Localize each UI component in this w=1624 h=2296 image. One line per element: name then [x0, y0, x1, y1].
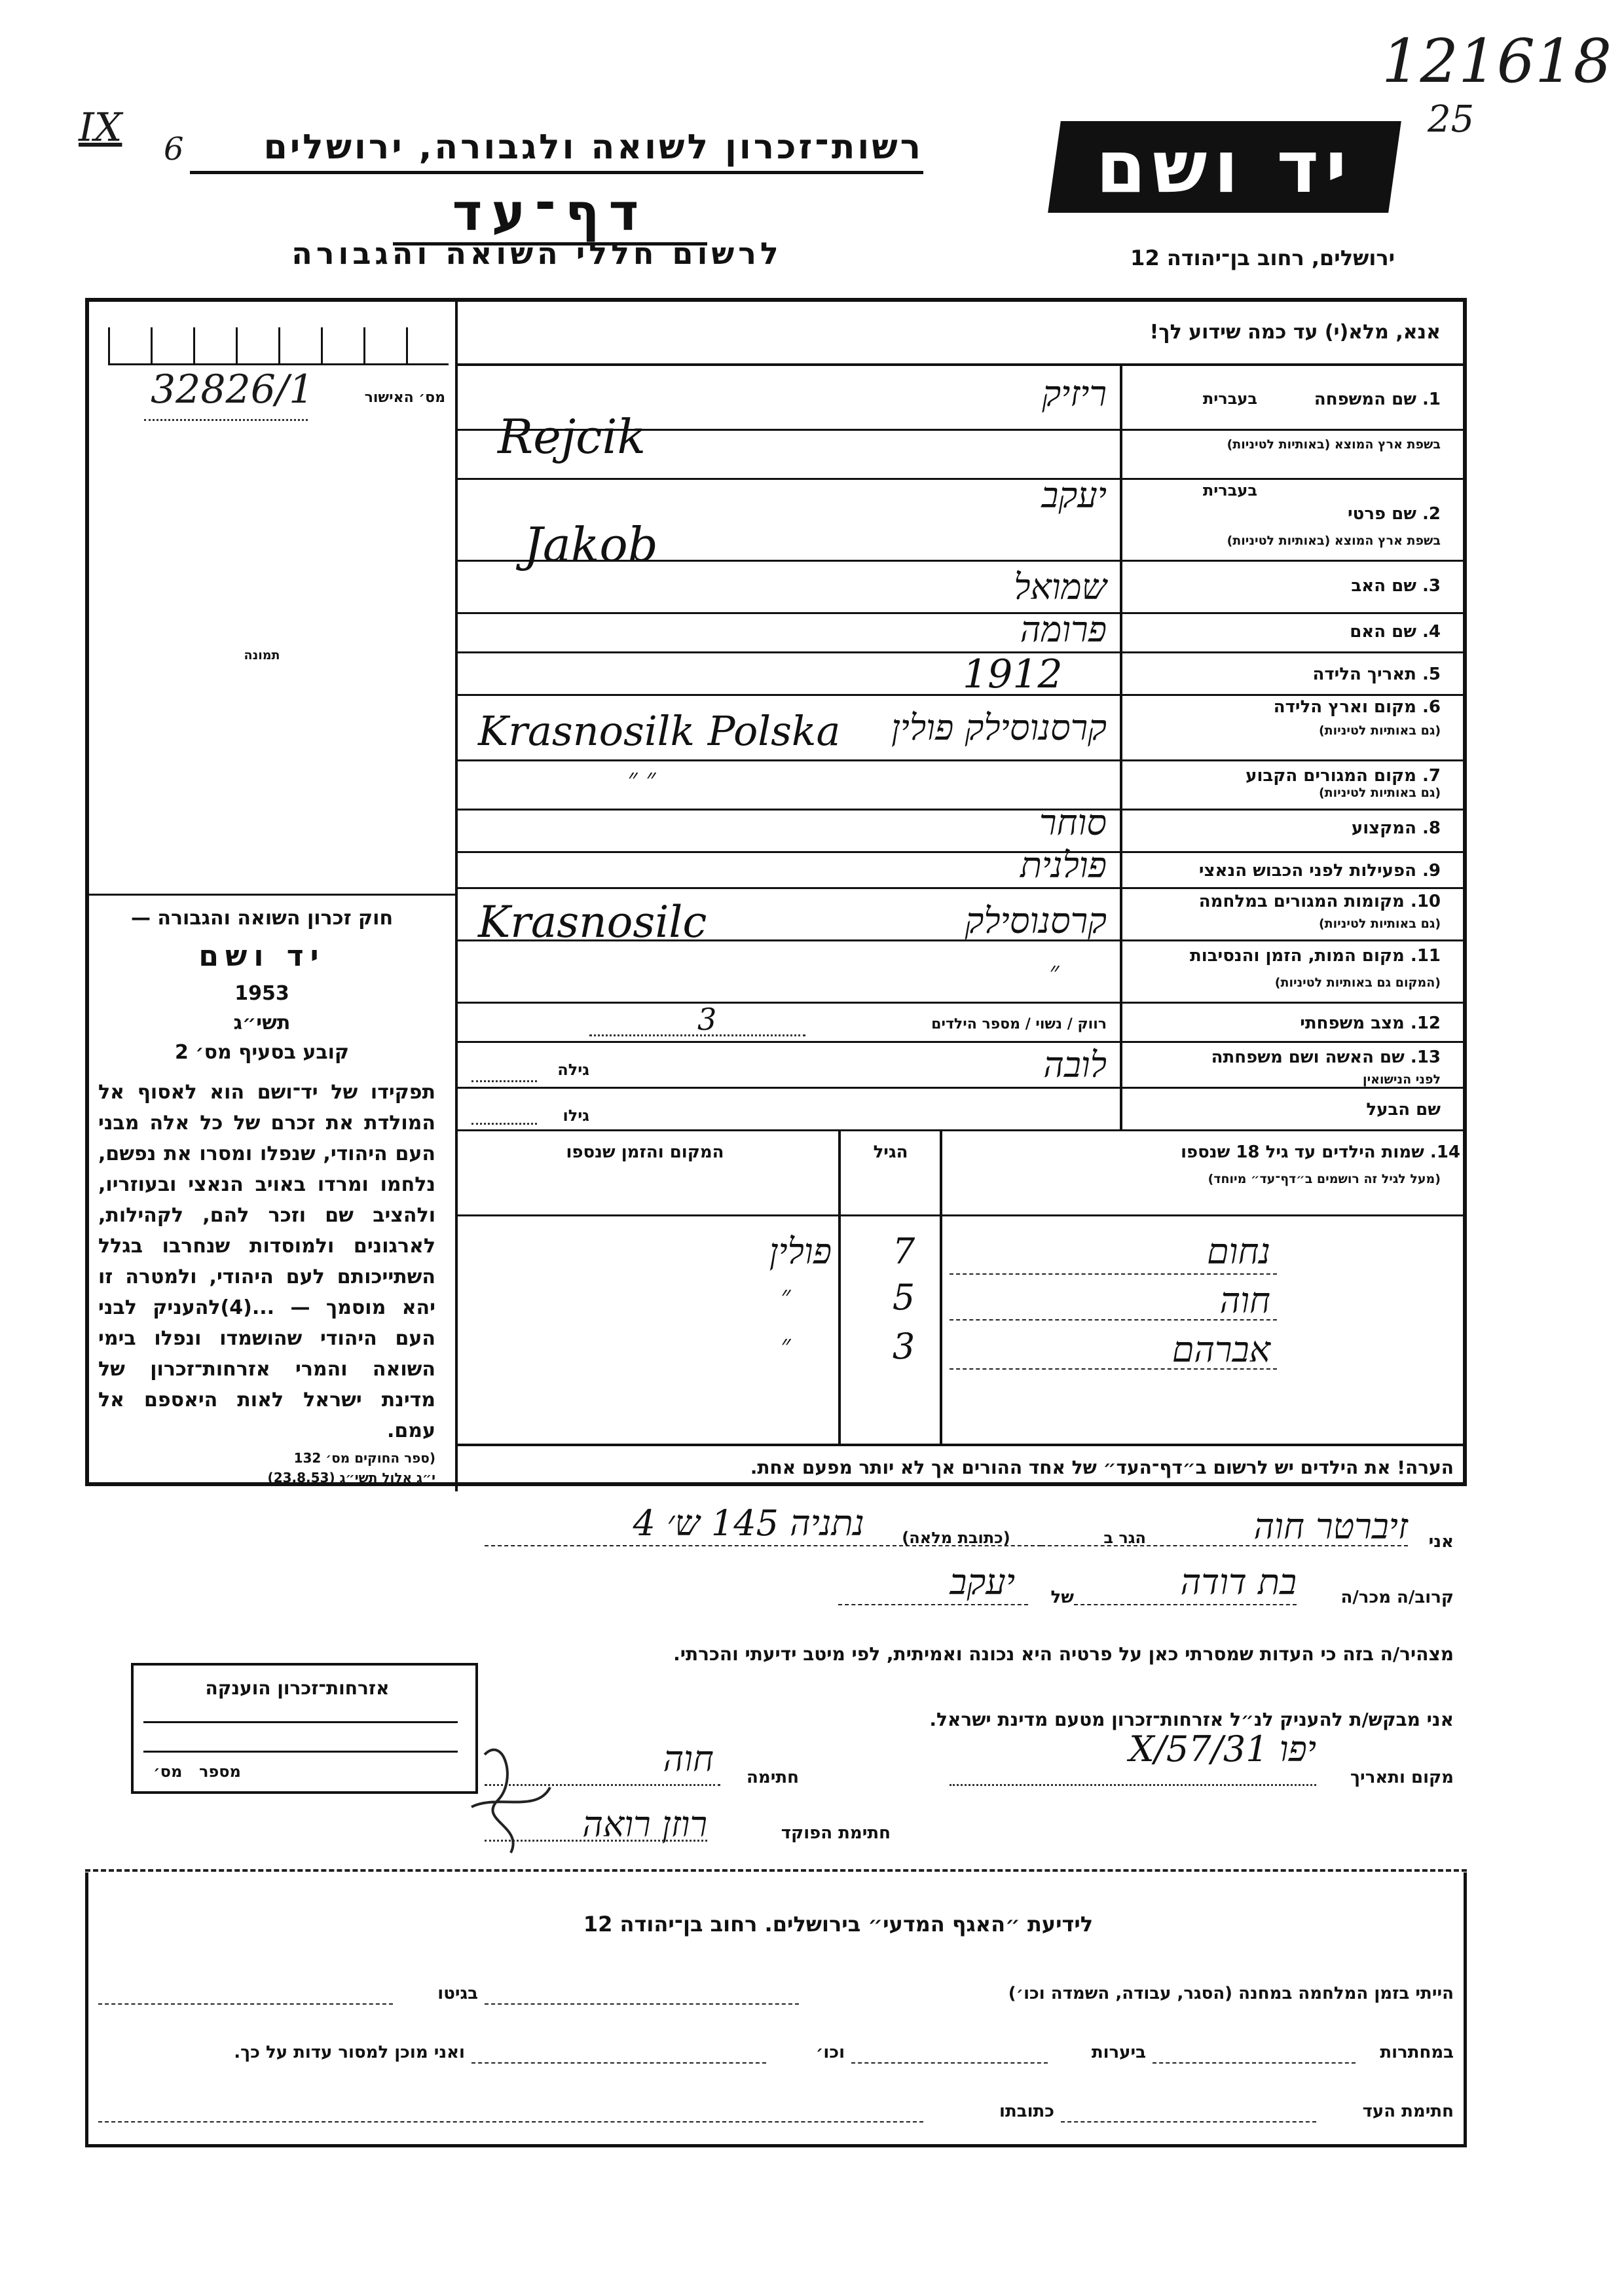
field-12-label: 12. מצב משפחתי	[1300, 1013, 1441, 1033]
field-5-value: 1912	[963, 651, 1063, 697]
place-date-value: יפו 31/X/57	[1129, 1728, 1316, 1770]
intro-rule	[455, 363, 1464, 366]
footer-line2-forests: ביערות	[1091, 2043, 1146, 2062]
law-title: חוק זכרון השואה והגבורה —	[130, 907, 394, 930]
logo-text: יד ושם	[1096, 125, 1354, 209]
footer-line1-ghetto: בגיטו	[437, 1984, 478, 2003]
field-8-label: 8. המקצוע	[1351, 818, 1441, 838]
memorial-citizenship-box	[131, 1663, 478, 1794]
declaration-statement: מצהיר/ה בזה כי העדות שמסרתי כאן על פרטיה היא נכונה ואמיתית, לפי מיטב ידיעתי והכרתי.	[673, 1643, 1454, 1665]
wife-age-label: גילה	[557, 1061, 589, 1079]
law-name: יד ושם	[198, 939, 325, 973]
children-place-column: המקום והזמן שנספו	[566, 1142, 724, 1162]
footer-witness-address: כתובתו	[999, 2102, 1054, 2121]
declaration-i-label: אני	[1428, 1532, 1454, 1552]
footer-witness-signature: חתימת העד	[1362, 2102, 1454, 2121]
resident-label: הגר ב	[1103, 1529, 1146, 1547]
approval-label: מס׳ האישור	[364, 390, 445, 406]
footer-separator	[85, 1869, 1467, 1872]
declaration-request: אני מבקש/ת להעניק לנ״ל אזרחות־זכרון מטעם מדינת ישראל.	[929, 1709, 1454, 1730]
child-1-name: נחום	[1206, 1231, 1270, 1272]
footer-title: לידיעת ״האגף המדעי״ בירושלים. רחוב בן־יהודה 12	[583, 1912, 1094, 1937]
authority-name: רשות־זכרון לשואה ולגבורה, ירושלים	[190, 128, 923, 174]
field-4-label: 4. שם האם	[1350, 622, 1441, 642]
child-3-place: ״	[781, 1330, 791, 1360]
field-8-value: סוחר	[1039, 802, 1107, 843]
check-digit-boxes	[108, 327, 449, 363]
field-7-label: 7. מקום המגורים הקבוע	[1246, 766, 1441, 786]
law-year-gregorian: 1953	[234, 982, 289, 1005]
field-4-value: פרומה	[1020, 609, 1107, 650]
field-2-value-hebrew: יעקב	[1041, 475, 1107, 516]
archive-number: 121618	[1382, 26, 1612, 96]
memorial-box-title: אזרחות־זכרון הוענקה	[205, 1677, 390, 1699]
signature-label: חתימה	[747, 1768, 799, 1787]
field-1-value-hebrew: ריזיק	[1042, 373, 1107, 414]
place-date-label: מקום ותאריך	[1350, 1768, 1454, 1787]
declarant-name: זיברטר חוה	[1253, 1506, 1408, 1547]
field-12-options: רווק / נשוי / מספר הילדים	[931, 1016, 1107, 1032]
field-3-value: שמואל	[1014, 566, 1107, 608]
field-13-label: 13. שם האשה ושם משפחתה	[1211, 1048, 1441, 1067]
page-mark: IX	[79, 105, 122, 151]
footer-line2-ready: ואני מוכן למסור עדות על כך.	[234, 2043, 465, 2062]
law-source-date: י״ג אלול תשי״ג (23.8.53)	[267, 1470, 435, 1485]
photo-label: תמונה	[244, 648, 280, 663]
law-box	[88, 894, 455, 1503]
field-1-value-latin: Rejcik	[498, 409, 646, 464]
of-value: יעקב	[950, 1561, 1015, 1603]
child-2-place: ״	[781, 1281, 791, 1311]
field-13-sub: לפני הנישואין	[1363, 1072, 1441, 1087]
husband-age-label: גילו	[563, 1106, 589, 1125]
child-3-age: 3	[892, 1326, 915, 1367]
address-hint: (כתובת מלאה)	[902, 1529, 1010, 1547]
field-6-sub: (גם באותיות לטיניות)	[1318, 723, 1441, 738]
footer-line2-etc: וכו׳	[815, 2043, 845, 2062]
approval-dots	[144, 419, 308, 421]
law-year-hebrew: תשי״ג	[233, 1011, 291, 1034]
field-12-children-count: 3	[697, 1002, 717, 1037]
law-clause: קובע בסעיף מס׳ 2	[174, 1041, 350, 1064]
child-1-age: 7	[892, 1231, 915, 1272]
memorial-box-no: מס׳	[153, 1762, 183, 1781]
relation-label: קרוב/ה מכר/ה	[1340, 1588, 1454, 1607]
field-5-label: 5. תאריך הלידה	[1312, 665, 1441, 684]
approval-number: 32826/1	[151, 367, 314, 412]
footer-line1-camp: הייתי בזמן המלחמה במחנה (הסגר, עבודה, השמדה וכו׳)	[1008, 1984, 1454, 2003]
archive-subnumber: 25	[1428, 98, 1475, 141]
field-11-label: 11. מקום המות, הזמן והנסיבות	[1190, 946, 1441, 966]
officer-signature-value: רוזן רואה	[582, 1804, 707, 1845]
field-2-value-latin: Jakob	[524, 517, 658, 572]
field-13-value: לובה	[1043, 1044, 1107, 1085]
field-1-label: 1. שם המשפחה	[1314, 390, 1441, 409]
field-10-label: 10. מקומות המגורים במלחמה	[1198, 892, 1441, 911]
officer-signature-scribble	[458, 1728, 563, 1866]
children-header-sub: (מעל לגיל זה רושמים ב״דף־עד״ מיוחד)	[1208, 1172, 1441, 1186]
of-label: של	[1050, 1588, 1074, 1607]
field-11-value: ״	[1049, 957, 1060, 987]
field-2-sub: בשפת ארץ המוצא (באותיות לטיניות)	[1227, 534, 1441, 548]
relation-value: בת דודה	[1180, 1561, 1297, 1603]
form-subtitle: לרשום חללי השואה והגבורה	[291, 236, 783, 271]
child-2-age: 5	[892, 1277, 915, 1318]
field-6-label: 6. מקום וארץ הלידה	[1273, 697, 1441, 717]
memorial-box-number-label: מספר	[199, 1762, 241, 1781]
field-6-value-hebrew: קרסנוסילק פולין	[891, 707, 1107, 748]
children-header: 14. שמות הילדים עד גיל 18 שנספו	[1181, 1142, 1460, 1162]
field-7-value: ״ ״	[627, 763, 656, 793]
header-address: ירושלים, רחוב בן־יהודה 12	[1130, 246, 1395, 270]
field-9-value: פולנית	[1020, 845, 1107, 886]
field-10-sub: (גם באותיות לטיניות)	[1318, 917, 1441, 931]
children-note: הערה! את הילדים יש לרשום ב״דף־העד״ של אחד ההורים אך לא יותר מפעם אחת.	[750, 1457, 1454, 1478]
child-1-place: פולין	[769, 1231, 832, 1272]
field-1-lang-tag: בעברית	[1202, 390, 1257, 408]
child-3-name: אברהם	[1172, 1329, 1270, 1370]
intro-line: אנא, מלא(י) עד כמה שידוע לך!	[1149, 321, 1441, 344]
field-2-lang-tag: בעברית	[1202, 481, 1257, 500]
declarant-address: נתניה 145 ש׳ 4	[633, 1503, 864, 1544]
field-2-label: 2. שם פרטי	[1348, 504, 1441, 524]
children-age-divider-right	[940, 1129, 942, 1444]
field-3-label: 3. שם האב	[1351, 576, 1441, 596]
field-9-label: 9. הפעילות לפני הכבוש הנאצי	[1198, 861, 1441, 881]
yad-vashem-logo	[1048, 121, 1401, 213]
children-age-divider-left	[838, 1129, 841, 1444]
child-2-name: חוה	[1219, 1280, 1270, 1321]
officer-signature-label: חתימת הפוקד	[781, 1823, 891, 1843]
law-source: (ספר החוקים מס׳ 132	[293, 1450, 435, 1466]
signature-value: חוה	[663, 1738, 714, 1779]
law-text: תפקידו של יד־ושם הוא לאסוף אל המולדת את זכרם של כל אלה מבני העם היהודי, שנפלו ומסרו את נפשם, נלחמו ומרדו באויב הנאצי ובעוזריו, ולהציב שם וזכר להם, לקהילות, לארגונים ולמוסדות שנחרבו בגלל השתייכותם לעם היהודי, ולמטרה זו יהא מוסמך — ...(4)להעניק לבני העם היהודי שהושמדו ונפלו בימי השואה והמרי אזרחות־זכרון של מדינת ישראל לאות היאספם אל עמם.	[98, 1081, 435, 1442]
field-6-value-latin: Krasnosilk Polska	[478, 707, 841, 755]
field-7-sub: (גם באותיות לטיניות)	[1318, 786, 1441, 800]
field-10-value-latin: Krasnosilc	[478, 897, 707, 947]
footer-line2-underground: במחתרות	[1380, 2043, 1454, 2062]
field-10-value-hebrew: קרסנוסילק	[965, 900, 1107, 941]
field-11-sub: (המקום גם באותיות לטיניות)	[1274, 975, 1441, 990]
form-title: דף־עד	[393, 183, 707, 246]
husband-label: שם הבעל	[1366, 1100, 1441, 1120]
field-1-sub: בשפת ארץ המוצא (באותיות לטיניות)	[1227, 437, 1441, 452]
children-age-column: הגיל	[873, 1142, 908, 1162]
page-mark-small: 6	[164, 131, 184, 168]
